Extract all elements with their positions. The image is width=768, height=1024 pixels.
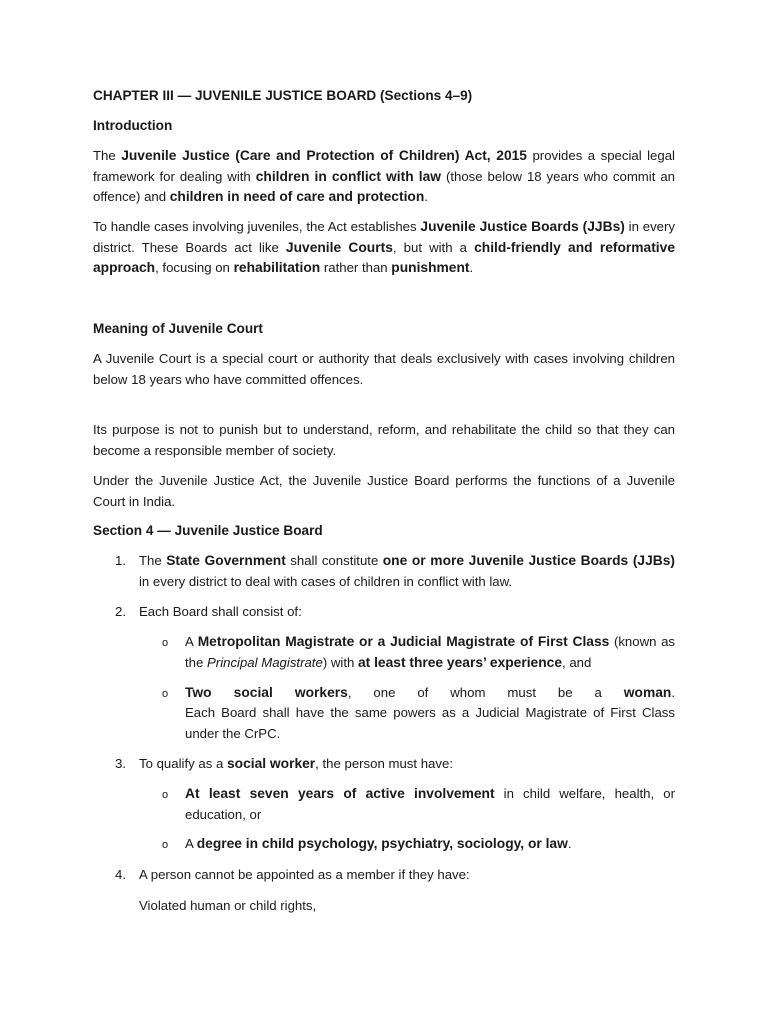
bold-run: at least three years’ experience — [357, 654, 563, 670]
bold-run: rehabilitation — [233, 260, 321, 275]
bold-run: Juvenile Justice Boards (JJBs) — [420, 219, 625, 234]
intro-paragraph-2 — [93, 217, 675, 279]
text-run: , and — [562, 654, 592, 670]
bold-run: At least seven years of active involvement — [185, 786, 495, 801]
text-run: , one of whom must be a — [347, 685, 624, 700]
text-run: (known as the — [185, 634, 675, 670]
list-number: 1. — [115, 553, 126, 568]
text-run: . — [567, 836, 572, 851]
text-run: provides a special legal framework for dealing with — [93, 148, 675, 184]
bold-run: Two social workers — [185, 685, 348, 700]
text-run: , focusing on — [155, 260, 234, 275]
meaning-paragraph-1: A Juvenile Court is a special court or authority that deals exclusively with cases involving children below 18 years who have committed offences. — [93, 351, 675, 387]
bold-run: woman — [623, 685, 672, 700]
sub-item-powers-note: Each Board shall have the same powers as a Judicial Magistrate of First Class under the CrPC. — [185, 705, 675, 741]
list-item-4-continuation: Violated human or child rights, — [139, 898, 317, 913]
list-item-1 — [139, 551, 675, 592]
bold-run: children in conflict with law — [255, 168, 441, 184]
list-item-2: Each Board shall consist of: — [139, 604, 302, 619]
text-run: in child welfare, health, or education, or — [185, 786, 676, 822]
chapter-title: CHAPTER III — JUVENILE JUSTICE BOARD (Sections 4–9) — [93, 88, 473, 103]
sub-item-experience — [185, 784, 675, 825]
bullet-marker: o — [162, 637, 169, 649]
meaning-paragraph-2: Its purpose is not to punish but to understand, reform, and rehabilitate the child so that they can become a responsible member of society. — [93, 422, 675, 458]
list-number: 2. — [115, 604, 126, 619]
italic-run: Principal Magistrate — [207, 654, 323, 670]
text-run: To handle cases involving juveniles, the Act establishes — [93, 219, 421, 234]
section4-heading: Section 4 — Juvenile Justice Board — [93, 523, 323, 538]
bold-run: degree in child psychology, psychiatry, sociology, or law — [196, 836, 568, 851]
bold-run: Metropolitan Magistrate or a Judicial Magistrate of First Class — [197, 634, 610, 649]
list-item-4: A person cannot be appointed as a member if they have: — [139, 867, 470, 882]
list-number: 3. — [115, 756, 126, 771]
bold-run: one or more Juvenile Justice Boards (JJBs) — [382, 553, 675, 568]
text-run: The — [139, 553, 167, 568]
sub-item-degree — [185, 834, 675, 855]
bold-run: Juvenile Justice (Care and Protection of Children) Act, 2015 — [121, 148, 527, 163]
list-number: 4. — [115, 867, 126, 882]
intro-heading: Introduction — [93, 118, 173, 133]
bold-run: punishment — [391, 260, 470, 275]
text-run: , but with a — [392, 239, 475, 255]
bold-run: Juvenile Courts — [285, 239, 393, 255]
text-run: rather than — [320, 260, 392, 275]
bullet-marker: o — [162, 839, 169, 851]
meaning-paragraph-3: Under the Juvenile Justice Act, the Juvenile Justice Board performs the functions of a Juvenile Court in India. — [93, 473, 675, 509]
text-run: . — [424, 189, 428, 204]
bold-run: child-friendly and reformative approach — [93, 239, 675, 275]
intro-paragraph-1 — [93, 146, 675, 208]
sub-item-social-workers — [185, 683, 675, 704]
text-run: (those below 18 years who commit an offence) and — [93, 168, 675, 204]
bold-run: children in need of care and protection — [169, 189, 425, 204]
text-run: To qualify as a — [139, 756, 227, 771]
text-run: A — [185, 836, 197, 851]
text-run: shall constitute — [285, 553, 383, 568]
bold-run: social worker — [226, 756, 316, 771]
bold-run: State Government — [166, 553, 286, 568]
bullet-marker: o — [162, 688, 169, 700]
list-item-3 — [139, 754, 675, 775]
text-run: ) with — [322, 654, 358, 670]
text-run: . — [469, 260, 474, 275]
text-run: in every district. These Boards act like — [93, 219, 675, 255]
meaning-heading: Meaning of Juvenile Court — [93, 321, 263, 336]
text-run: , the person must have: — [315, 756, 453, 771]
text-run: in every district to deal with cases of children in conflict with law. — [139, 573, 513, 589]
text-run: The — [93, 148, 122, 163]
sub-item-magistrate — [185, 632, 675, 673]
text-run: A — [185, 634, 198, 649]
bullet-marker: o — [162, 789, 169, 801]
text-run: . — [671, 685, 675, 700]
